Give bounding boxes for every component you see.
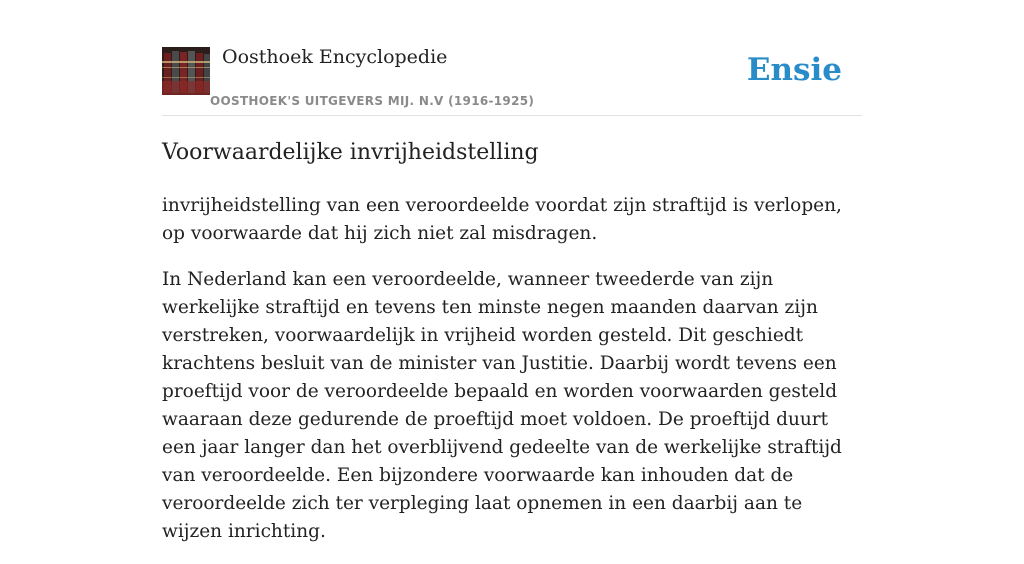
entry-title: Voorwaardelijke invrijheidstelling xyxy=(162,140,539,165)
source-title[interactable]: Oosthoek Encyclopedie xyxy=(222,46,448,68)
brand-logo[interactable]: Ensie xyxy=(746,52,842,88)
encyclopedia-books-icon[interactable] xyxy=(162,47,210,95)
source-header xyxy=(162,44,862,116)
source-subtitle: OOSTHOEK'S UITGEVERS MIJ. N.V (1916-1925) xyxy=(210,94,535,108)
entry-body xyxy=(162,192,867,564)
entry-paragraph: invrijheidstelling van een veroordeelde voordat zijn straftijd is verlopen, op voorwaarde dat hij zich niet zal misdragen. xyxy=(162,195,842,244)
entry-paragraph: In Nederland kan een veroordeelde, wanneer tweederde van zijn werkelijke straftijd en tevens ten minste negen maanden daarvan zijn verstreken, voorwaardelijk in vrijheid worden gesteld. Dit geschiedt krachtens besluit van de minister van Justitie. Daarbij wordt tevens een proeftijd voor de veroordeelde bepaald en worden voorwaarden gesteld waaraan deze gedurende de proeftijd moet voldoen. De proeftijd duurt een jaar langer dan het overblijvend gedeelte van de werkelijke straftijd van veroordeelde. Een bijzondere voorwaarde kan inhouden dat de veroordeelde zich ter verpleging laat opnemen in een daarbij aan te wijzen inrichting. xyxy=(162,269,842,542)
